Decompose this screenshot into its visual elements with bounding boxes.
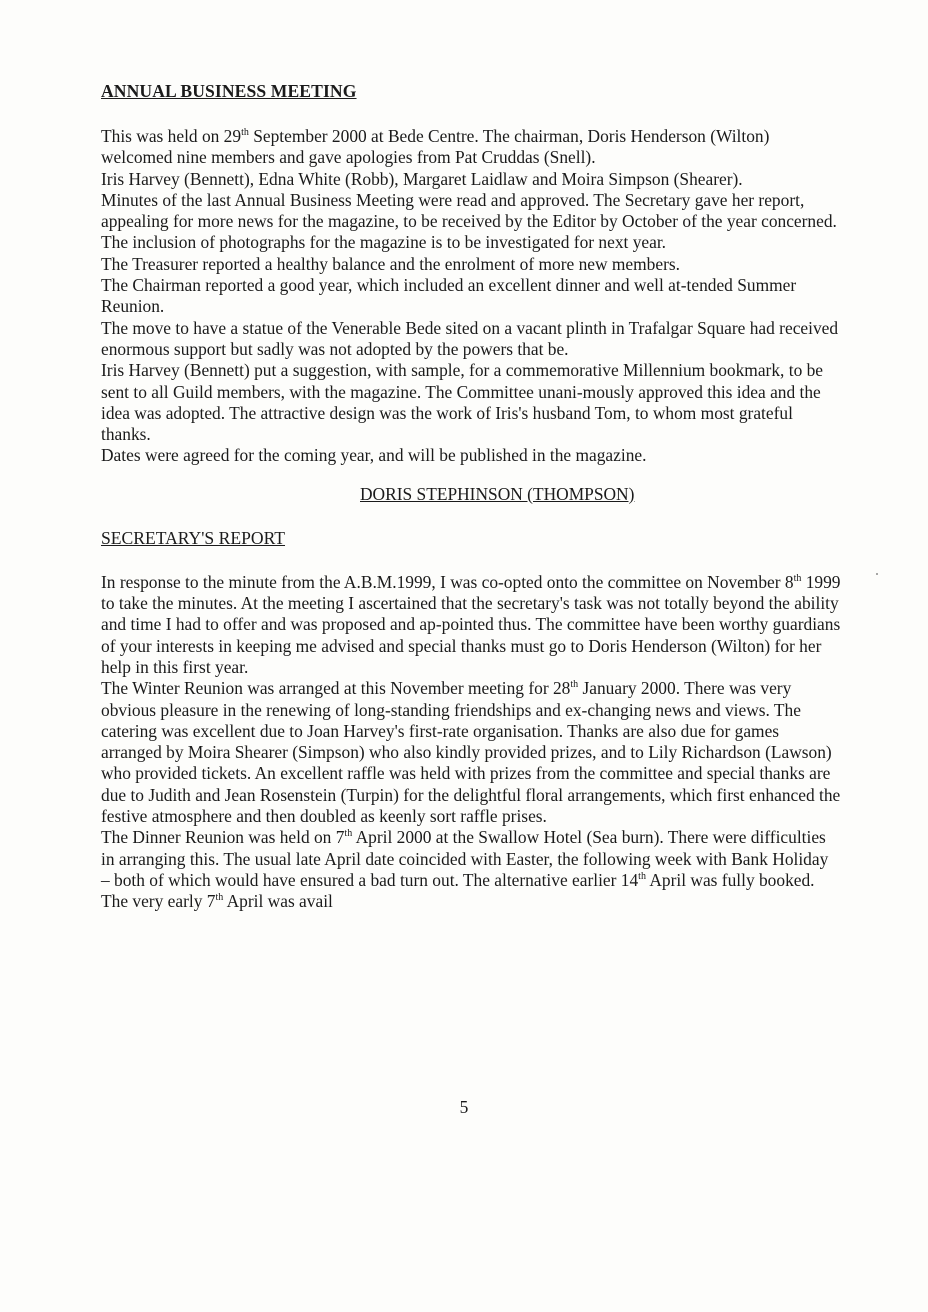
abm-paragraph-5: The Chairman reported a good year, which included an excellent dinner and well at-tended Summer Reunion.: [101, 275, 797, 317]
sr-p3-superscript-1: th: [344, 828, 353, 840]
signature-name: DORIS STEPHINSON (THOMPSON): [360, 483, 635, 504]
sr-paragraph-1: [101, 572, 841, 678]
sr-p3-text-b: April 2000 at the Swallow Hotel (Sea burn). There were difficulties in arranging this. The usual late April date coincided with Easter, the following week with Bank Holiday – both of which would have ensured a bad turn out. The alternative earlier 14: [101, 827, 829, 890]
page-number: 5: [459, 1097, 469, 1117]
sr-p1-text-a: In response to the minute from the A.B.M.1999, I was co-opted onto the committee on November 8: [101, 571, 794, 592]
abm-paragraph-2: Iris Harvey (Bennett), Edna White (Robb), Margaret Laidlaw and Moira Simpson (Shearer).: [101, 168, 743, 189]
sr-p1-superscript: th: [793, 572, 802, 584]
abm-p1-text-a: This was held on 29: [101, 126, 242, 146]
heading-annual-business-meeting: ANNUAL BUSINESS MEETING: [101, 81, 357, 101]
sr-p2-text-b: January 2000. There was very obvious pleasure in the renewing of long-standing friendships and ex-changing news and views. The catering was excellent due to Joan Harvey's first-rate organisation. Thanks are also due for games arranged by Moira Shearer (Simpson) who also kindly provided prizes, and to Lily Richardson (Lawson) who provided tickets. An excellent raffle was held with prizes from the committee and special thanks are due to Judith and Jean Rosenstein (Turpin) for the delightful floral arrangements, which first enhanced the festive atmosphere and then doubled as keenly sort raffle prises.: [101, 678, 841, 827]
sr-p3-superscript-2: th: [638, 871, 646, 883]
abm-paragraph-4: The Treasurer reported a healthy balance and the enrolment of more new members.: [101, 253, 680, 274]
abm-p1-superscript: th: [241, 127, 249, 139]
sr-p3-superscript-3: th: [215, 892, 224, 904]
sr-paragraph-2: [101, 678, 841, 827]
abm-paragraph-7: Iris Harvey (Bennett) put a suggestion, with sample, for a commemorative Millennium bookmark, to be sent to all Guild members, with the magazine. The Committee unani-mously approved this idea and the idea was adopted. The attractive design was the work of Iris's husband Tom, to whom most grateful thanks.: [101, 360, 824, 445]
abm-paragraph-3: Minutes of the last Annual Business Meeting were read and approved. The Secretary gave her report, appealing for more news for the magazine, to be received by the Editor by October of the year concerned. The inclusion of photographs for the magazine is to be investigated for next year.: [101, 189, 837, 253]
heading-secretarys-report: SECRETARY'S REPORT: [101, 527, 286, 548]
sr-p2-text-a: The Winter Reunion was arranged at this November meeting for 28: [101, 678, 571, 699]
sr-p1-text-b: 1999 to take the minutes. At the meeting I ascertained that the secretary's task was not totally beyond the ability and time I had to offer and was proposed and ap-pointed thus. The committee have been worthy guardians of your interests in keeping me advised and special thanks must go to Doris Henderson (Wilton) for her help in this first year.: [101, 571, 841, 677]
scan-speck: [876, 573, 878, 575]
sr-p3-text-d: April was avail: [223, 891, 333, 912]
sr-p3-text-a: The Dinner Reunion was held on 7: [101, 827, 345, 848]
abm-paragraph-6: The move to have a statue of the Venerable Bede sited on a vacant plinth in Trafalgar Square had received enormous support but sadly was not adopted by the powers that be.: [101, 317, 839, 359]
abm-paragraph-8: Dates were agreed for the coming year, and will be published in the magazine.: [101, 445, 647, 466]
sr-p3-text-c: April was fully booked. The very early 7: [101, 869, 815, 912]
sr-paragraph-3: [101, 827, 841, 912]
abm-p1-text-b: September 2000 at Bede Centre. The chairman, Doris Henderson (Wilton) welcomed nine members and gave apologies from Pat Cruddas (Snell).: [101, 126, 770, 168]
sr-p2-superscript: th: [570, 679, 579, 691]
abm-paragraph-1: [101, 126, 841, 169]
page-content: [101, 80, 841, 913]
